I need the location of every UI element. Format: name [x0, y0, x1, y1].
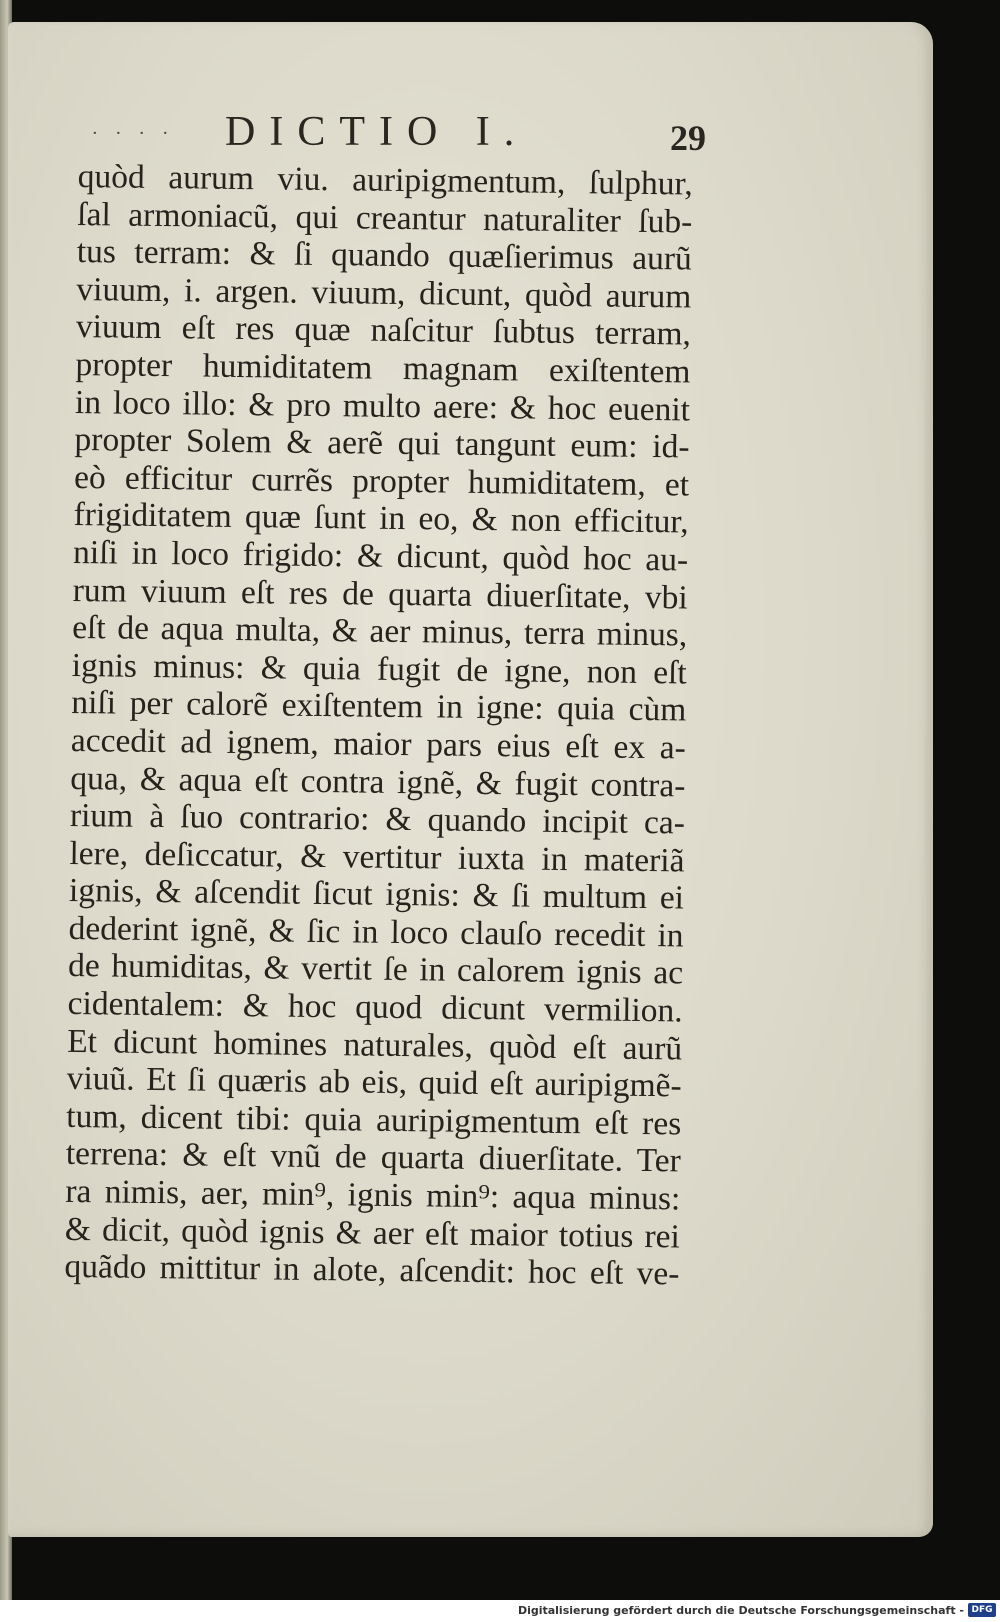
text-line: eſt de aqua multa, & aer minus, terra minus, — [72, 609, 688, 654]
text-line: & dicit, quòd ignis & aer eſt maior totius rei — [64, 1210, 681, 1256]
text-line: qua, & aqua eſt contra ignẽ, & fugit contra- — [70, 759, 686, 804]
text-line: rium à ſuo contrario: & quando incipit ca- — [69, 797, 686, 842]
text-line: eò efficitur currẽs propter humiditatem, et — [73, 458, 690, 504]
text-line: Et dicunt homines naturales, quòd eſt aurũ — [66, 1022, 683, 1068]
text-line: ignis, & aſcendit ſicut ignis: & ſi multum ei — [68, 872, 685, 917]
text-line: lere, deſiccatur, & vertitur iuxta in materiã — [69, 834, 685, 880]
text-line: ſal armoniacũ, qui creantur naturaliter ſub- — [77, 195, 693, 241]
ornament-dots: · · · · — [92, 123, 175, 144]
text-line: ra nimis, aer, min⁹, ignis min⁹: aqua minus: — [65, 1172, 681, 1218]
text-line: dederint ignẽ, & ſic in loco clauſo recedit in — [68, 909, 684, 955]
digitization-credit: Digitalisierung gefördert durch die Deutsche Forschungsgemeinschaft - — [517, 1604, 964, 1617]
text-line: viuum, i. argen. viuum, dicunt, quòd aurum — [76, 270, 692, 316]
page-number: 29 — [670, 118, 706, 158]
text-line: de humiditas, & vertit ſe in calorem ignis ac — [67, 947, 684, 992]
running-head: DICTIO I. — [225, 109, 529, 155]
footer-bar — [0, 1600, 1000, 1622]
text-line: tum, dicent tibi: quia auripigmentum eſt res — [66, 1097, 682, 1143]
dfg-logo-icon: DFG — [968, 1603, 996, 1617]
text-line: niſi in loco frigido: & dicunt, quòd hoc au- — [72, 533, 689, 579]
body-text — [64, 158, 718, 1294]
text-line: ignis minus: & quia fugit de igne, non eſt — [71, 646, 687, 692]
text-line: rum viuum eſt res de quarta diuerſitate, vbi — [72, 571, 688, 617]
text-line: frigiditatem quæ ſunt in eo, & non efficitur, — [73, 496, 689, 541]
text-line: terrena: & eſt vnũ de quarta diuerſitate. Ter — [65, 1135, 682, 1180]
text-line: niſi per calorẽ exiſtentem in igne: quia cùm — [71, 684, 687, 729]
text-line: accedit ad ignem, maior pars eius eſt ex a- — [70, 721, 687, 767]
text-line: tus terram: & ſi quando quæſierimus aurũ — [76, 233, 693, 278]
text-line: in loco illo: & pro multo aere: & hoc euenit — [74, 383, 691, 429]
text-line: propter Solem & aerẽ qui tangunt eum: id- — [74, 421, 690, 466]
text-line: quãdo mittitur in alote, aſcendit: hoc eſt ve- — [64, 1248, 680, 1293]
text-line: cidentalem: & hoc quod dicunt vermilion. — [67, 985, 683, 1030]
text-line: quòd aurum viu. auripigmentum, ſulphur, — [77, 158, 693, 203]
text-line: propter humiditatem magnam exiſtentem — [75, 345, 691, 391]
text-line: viuũ. Et ſi quæris ab eis, quid eſt auripigmẽ- — [66, 1060, 682, 1105]
text-line: viuum eſt res quæ naſcitur ſubtus terram, — [75, 308, 692, 353]
